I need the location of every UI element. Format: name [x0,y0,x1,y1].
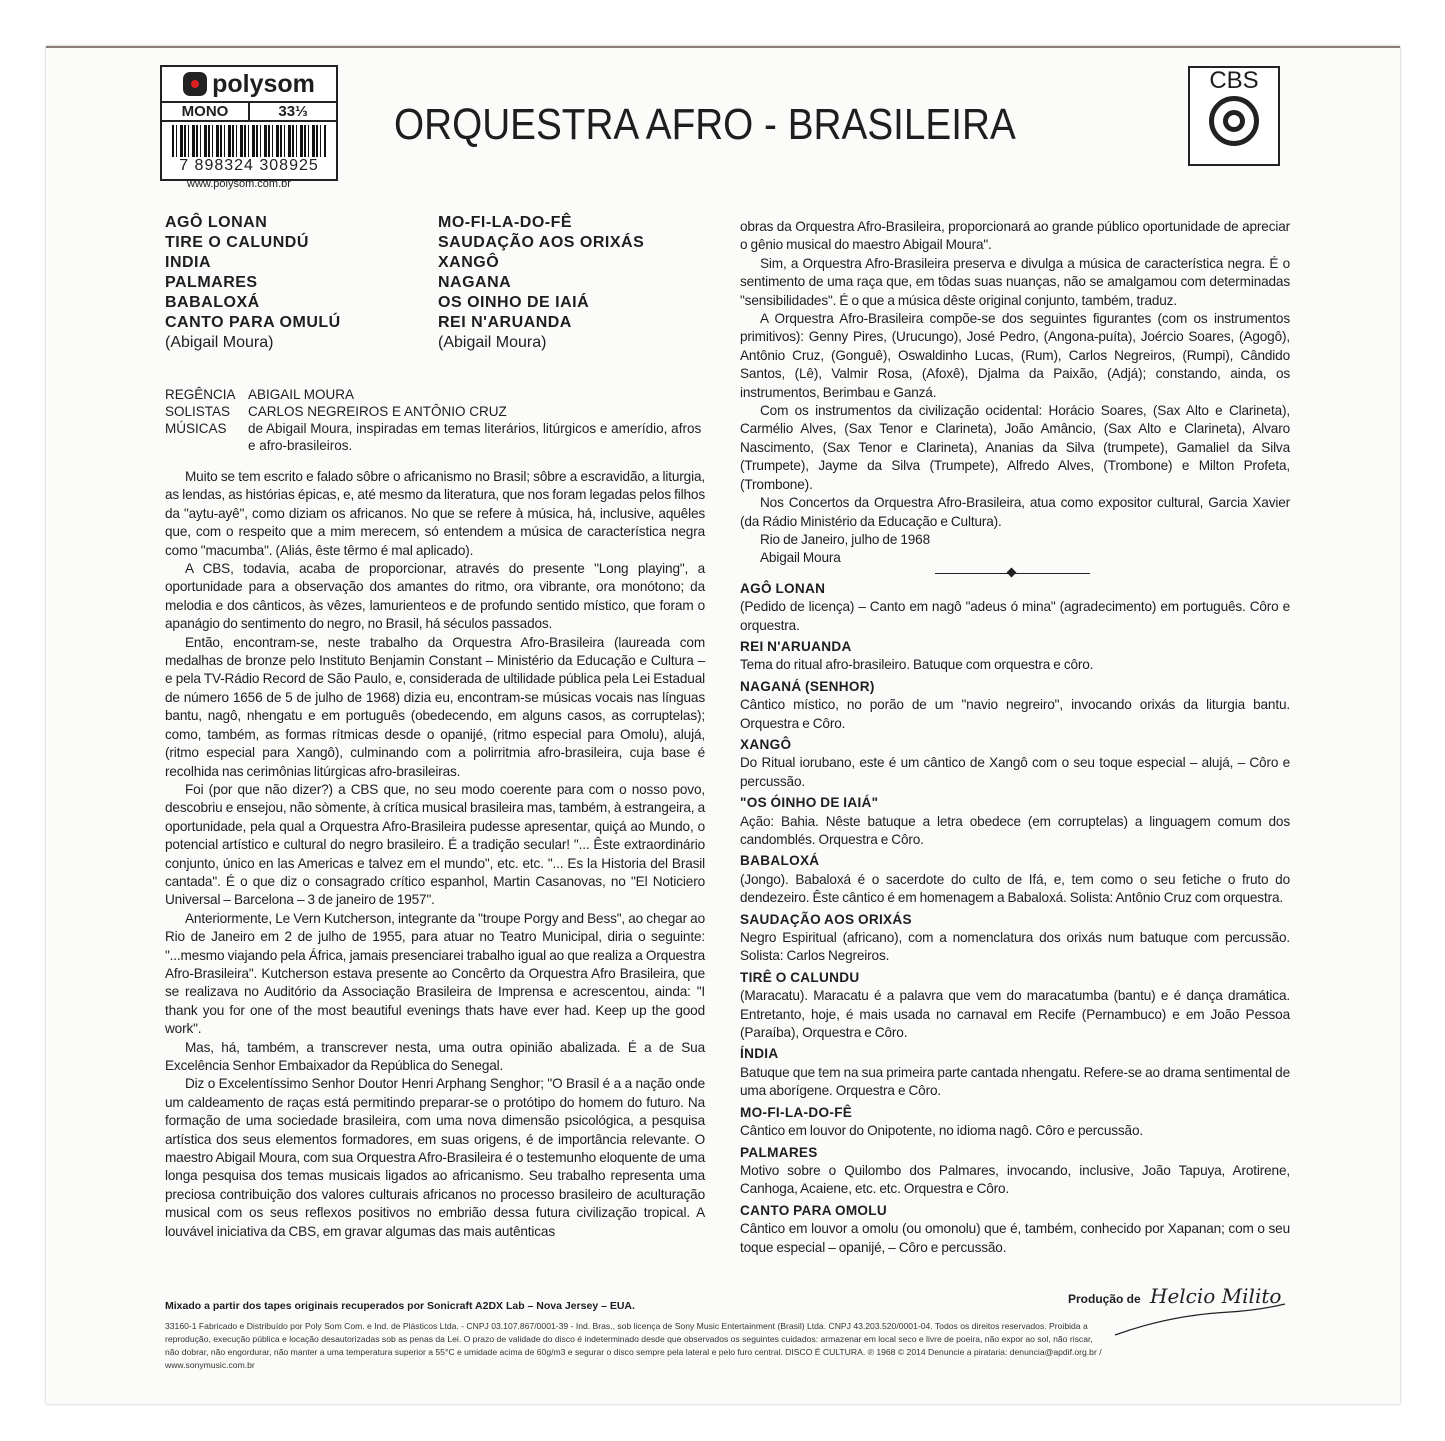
note-text: Ação: Bahia. Nêste batuque a letra obedece (em corruptelas) a linguagem comum dos candomblés. Orquestra e Côro. [740,813,1290,847]
paragraph: Muito se tem escrito e falado sôbre o africanismo no Brasil; sôbre a escravidão, a liturgia, as lendas, as histórias épicas, e, até mesmo da literatura, que nos foram legadas pelos filhos da "aytu-ayê", como diziam os africanos. No que se refere à música, há, inclusive, aquêles que, com o respeito que a mim merecem, só entendem a música de característica negra como "macumba". (Aliás, êste têrmo é mal aplicado). [165,469,705,558]
track-title: XANGÔ [438,254,500,271]
note-title: TIRÊ O CALUNDU [740,969,860,985]
credit-role: SOLISTAS [165,404,231,419]
credit-value: CARLOS NEGREIROS E ANTÔNIO CRUZ [248,404,507,419]
producer-signature-text: Helcio Milito [1150,1284,1282,1308]
paragraph: Nos Concertos da Orquestra Afro-Brasileira, atua como expositor cultural, Garcia Xavier (da Rádio Ministério da Educação e Cultura). [740,495,1290,529]
paragraph: Sim, a Orquestra Afro-Brasileira preserva e divulga a música de característica negra. É o sentimento de uma raça que, em tôdas suas nuanças, não se amalgamou com determinadas "sensibilidades". É o que a música dêste original conjunto, também, traduz. [740,255,1290,308]
credit-value: ABIGAIL MOURA [248,387,355,402]
side-b-tracklist [438,213,644,353]
credit-row [165,403,705,420]
credits [165,386,705,454]
speed: 33⅓ [278,103,308,120]
polysom-logo [162,67,336,103]
format: MONO [162,103,250,120]
liner-notes-right [740,218,1290,1257]
note-title: PALMARES [740,1144,818,1160]
note-text: (Pedido de licença) – Canto em nagô "adeus ó mina" (agradecimento) em português. Côro e orquestra. [740,599,1290,633]
polysom-url: www.polysom.com.br [187,178,291,190]
note-title: SAUDAÇÃO AOS ORIXÁS [740,911,912,927]
track-title: MO-FI-LA-DO-FÊ [438,214,573,231]
note-text: Motivo sobre o Quilombo dos Palmares, invocando, inclusive, João Tapuya, Arotirene, Canhoga, Acaiene, etc. etc. Orquestra e Côro. [740,1162,1290,1197]
credit-role: REGÊNCIA [165,387,236,402]
track-title: INDIA [165,254,212,271]
paragraph: Com os instrumentos da civilização ocidental: Horácio Soares, (Sax Alto e Clarineta), Carmélio Alves, (Sax Tenor e Clarineta), João Amâncio, (Sax Alto e Clarineta), Alvaro Nascimento, (Sax Tenor e Clarineta), Ananias da Silva (trumpete), Gamaliel da Silva (Trumpete), Jayme da Silva (Trumpete), Alfredo Alves, (Trombone) e Milton Profeta, (Trombone). [740,403,1290,492]
side-a-tracklist [165,213,341,353]
credit-row [165,420,705,454]
brand-name: polysom [212,69,315,98]
note-text: Do Ritual iorubano, este é um cântico de Xangô com o seu toque especial – alujá, – Côro e percussão. [740,755,1290,789]
composer: (Abigail Moura) [438,334,547,351]
cbs-eye-icon [1209,96,1259,146]
paragraph: Foi (por que não dizer?) a CBS que, no seu modo coerente para com o nosso povo, descobriu e ensejou, não sòmente, à crítica musical brasileira mas, também, à estrangeira, a oportunidade, pela qual a Orquestra Afro-Brasileira pudesse apresentar, quiçá ao Mundo, o potencial artístico e cultural do negro brasileiro. É a tradição secular! "... Êste extraordinário conjunto, único en las Americas e talvez em el mundo", etc. etc. "... Es la Historia del Brasil cantada". É o que diz o consagrado crítico espanhol, Martin Casanovas, no "El Noticiero Universal – Barcelona – 3 de janeiro de 1957". [165,781,705,908]
note-text: (Maracatu). Maracatu é a palavra que vem do maracatumba (bantu) e é dança dramática. Entretanto, hoje, é mais usada no carnaval em Recife (Pernambuco) e em João Pessoa (Paraíba), Orquestra e Côro. [740,988,1290,1041]
producer-signature-flourish [1110,1300,1290,1340]
liner-notes-left [165,468,705,1241]
note-text: (Jongo). Babaloxá é o sacerdote do culto de Ifá, e, tem como o seu fetiche o fruto do dendezeiro. Êste cântico é em homenagem a Babaloxá. Solista: Antônio Cruz com orquestra. [740,871,1290,906]
cbs-logo [1188,66,1280,166]
track-title: BABALOXÁ [165,294,260,311]
credit-role: MÚSICAS [165,421,227,436]
credit-value: de Abigail Moura, inspiradas em temas literários, litúrgicos e amerídio, afros e afro-brasileiros. [248,421,702,453]
cbs-text: CBS [1209,67,1259,94]
track-title: OS OINHO DE IAIÁ [438,294,590,311]
track-title: NAGANA [438,274,512,291]
note-title: ÍNDIA [740,1046,779,1062]
note-text: Cântico em louvor a omolu (ou omonolu) que é, também, conhecido por Xapanan; com o seu toque especial – opanijé, – Côro e percussão. [740,1221,1290,1255]
paragraph: A CBS, todavia, acaba de proporcionar, através do presente "Long playing", a oportunidade para a observação dos amantes do ritmo, ora vibrante, ora monótono; da melodia e dos cânticos, às vêzes, lamurienteos e de profundo sentido místico, que foram o apanágio do sentimento do negro, no Brasil, há séculos passados. [165,561,705,632]
producer-label: Produção de [1068,1292,1141,1306]
track-title: PALMARES [165,274,258,291]
paragraph: Mas, há, também, a transcrever nesta, uma outra opinião abalizada. É a de Sua Excelência Senhor Embaixador da República do Senegal. [165,1039,705,1073]
note-text: Cântico místico, no porão de um "navio negreiro", invocando orixás da liturgia bantu. Orquestra e Côro. [740,697,1290,731]
track-title: CANTO PARA OMULÚ [165,314,341,331]
paragraph: Anteriormente, Le Vern Kutcherson, integrante da "troupe Porgy and Bess", ao chegar ao Rio de Janeiro em 2 de julho de 1955, para atuar no Teatro Municipal, diria o seguinte: "...mesmo viajando pela África, jamais presenciarei trabalho igual ao que realiza a Orquestra Afro-Brasileira". Kutcherson estava presente ao Concêrto da Orquestra Afro Brasileira, que se realizava no Auditório da Associação Brasileira de Imprensa e acrescentou, ainda: "I thank you for one of the most beautiful evenings thats have ever had. Keep up the good work". [165,910,705,1037]
signoff: Abigail Moura [760,550,841,566]
paragraph: obras da Orquestra Afro-Brasileira, proporcionará ao grande público oportunidade de apreciar o gênio musical do maestro Abigail Moura". [740,219,1290,253]
paragraph: A Orquestra Afro-Brasileira compõe-se dos seguintes figurantes (com os instrumentos primitivos): Genny Pires, (Urucungo), José Pedro, (Angona-puíta), Joércio Soares, (Agogô), Antônio Cruz, (Gonguê), Oswaldinho Lucas, (Rum), Carlos Negreiros, (Rumpi), Cândido Santos, (Lê), Valmir Rosa, (Afoxê), Djalma da Paixão, (Adjá); constando, ainda, os instrumentos, Berimbau e Ganzá. [740,311,1290,400]
barcode-number: 7 898324 308925 [162,157,336,175]
album-title: ORQUESTRA AFRO - BRASILEIRA [394,100,1016,149]
ornament-divider [935,573,1090,574]
mix-note: Mixado a partir dos tapes originais recuperados por Sonicraft A2DX Lab – Nova Jersey – EUA. [165,1300,635,1312]
track-title: SAUDAÇÃO AOS ORIXÁS [438,234,645,251]
note-title: "OS ÓINHO DE IAIÁ" [740,795,879,811]
note-text: Cântico em louvor do Onipotente, no idioma nagô. Côro e percussão. [740,1123,1143,1139]
note-text: Batuque que tem na sua primeira parte cantada nhengatu. Refere-se ao drama sentimental de uma aborígene. Orquestra e Côro. [740,1064,1290,1099]
note-title: CANTO PARA OMOLU [740,1202,888,1218]
polysom-s-icon [183,72,207,96]
note-title: NAGANÁ (SENHOR) [740,678,875,694]
credit-row [165,386,705,403]
track-title: AGÔ LONAN [165,214,268,231]
polysom-label-box [160,65,338,181]
note-title: XANGÔ [740,736,792,752]
paragraph: Diz o Excelentíssimo Senhor Doutor Henri Arphang Senghor; "O Brasil é a a nação onde um caldeamento de raças está permitindo preparar-se o protótipo do homem do futuro. Na formação de uma sociedade brasileira, com uma nova dimensão psicológica, a pesquisa artística dos seus elementos formadores, em suas origens, é de importância relevante. O maestro Abigail Moura, com sua Orquestra Afro-Brasileira é o testemunho eloquente de uma longa pesquisa dos temas musicais ligados ao africanismo. Seu trabalho representa uma preciosa contribuição dos valores culturais africanos no processo brasileiro de aculturação musical com os seus reflexos positivos no embrião dessa futura civilização tropical. A louvável iniciativa da CBS, em gravar algumas das mais autênticas [165,1076,705,1239]
note-title: MO-FI-LA-DO-FÊ [740,1104,853,1120]
note-text: Negro Espiritual (africano), com a nomenclatura dos orixás num batuque com percussão. Solista: Carlos Negreiros. [740,930,1290,964]
composer: (Abigail Moura) [165,334,274,351]
note-title: REI N'ARUANDA [740,638,852,654]
note-title: AGÔ LONAN [740,580,826,596]
signoff: Rio de Janeiro, julho de 1968 [760,531,930,547]
track-title: TIRE O CALUNDÚ [165,234,309,251]
note-text: Tema do ritual afro-brasileiro. Batuque com orquestra e côro. [740,657,1094,673]
track-notes [740,580,1290,1257]
track-title: REI N'ARUANDA [438,314,572,331]
barcode [172,125,326,161]
legal-fine-print: 33160-1 Fabricado e Distribuído por Poly Som Com. e Ind. de Plásticos Ltda. - CNPJ 03.107.867/0001-39 - Ind. Bras., sob licença de Sony Music Entertainment (Brasil) Ltda. CNPJ 43.203.520/0001-04. Todos os direitos reservados. Proibida a reprodução, execução pública e locação desautorizadas sob as penas da Lei. O prazo de validade do disco é indeterminado desde que observados os seguintes cuidados: armazenar em local seco e livre de poeira, não expor ao sol, não riscar, não dobrar, não engordurar, não manter a uma temperatura superior a 55°C e umidade acima de 60g/m3 e segurar o disco sempre pela lateral e pelo furo central. DISCO É CULTURA. ℗ 1968 © 2014 Denuncie a pirataria: denuncia@apdif.org.br / www.sonymusic.com.br [165,1321,1102,1370]
note-title: BABALOXÁ [740,853,820,869]
paragraph: Então, encontram-se, neste trabalho da Orquestra Afro-Brasileira (laureada com medalhas de bronze pelo Instituto Benjamin Constant – Ministério da Educação e Cultura – e pela TV-Rádio Record de São Paulo, e, considerada de ultilidade pública pela Lei Estadual de número 1656 de 5 de julho de 1968) dizia eu, encontram-se músicas vocais nas línguas bantu, nagô, nhengatu e em português (obedecendo, em alguns casos, as corruptelas); como, também, as formas rítmicas desde o opanijé, (ritmo especial para Omolu), alujá, (ritmo especial para Xangô), culminando com a polirritmia afro-brasileira, cuja base é recolhida nas cerimônias litúrgicas afro-brasileiras. [165,634,705,779]
